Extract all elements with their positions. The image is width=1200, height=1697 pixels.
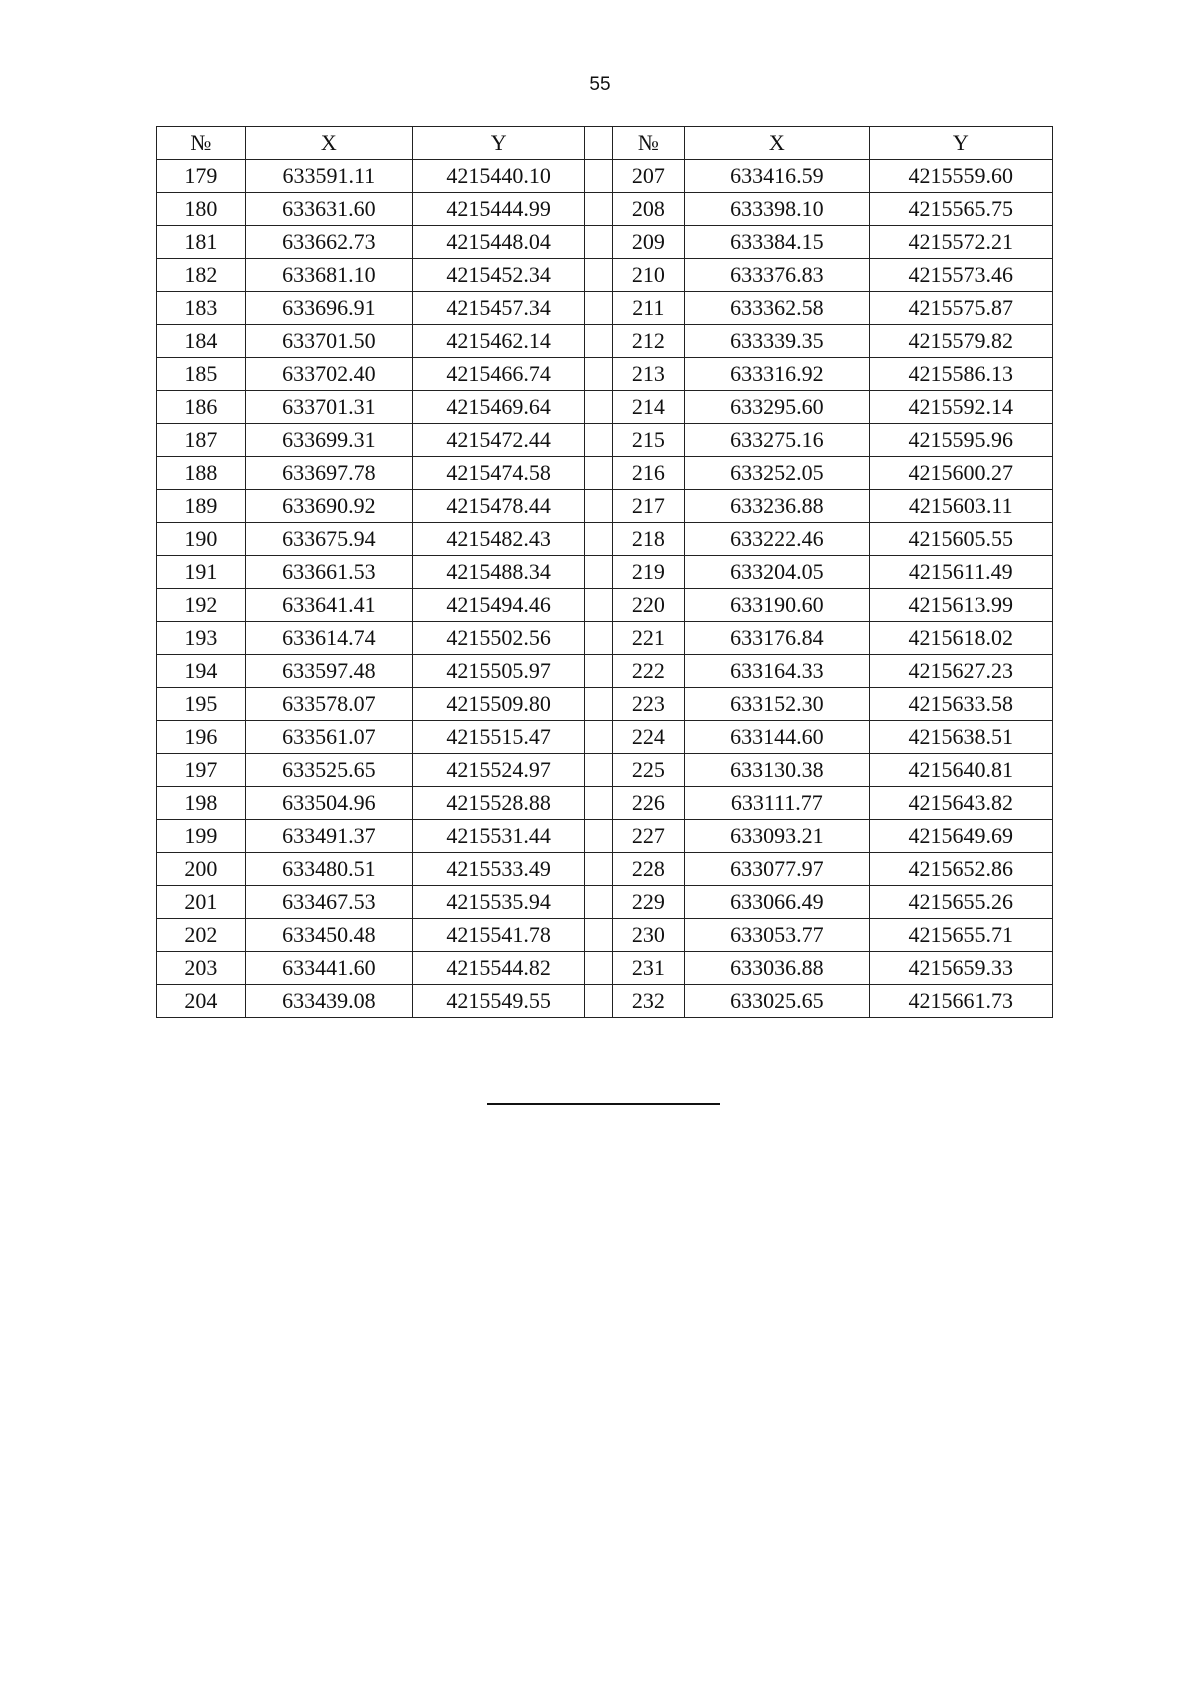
x-coordinate-right: 633376.83 xyxy=(685,259,869,292)
table-header-row xyxy=(157,127,1053,160)
point-number-right: 227 xyxy=(612,820,685,853)
point-number-left: 197 xyxy=(157,754,246,787)
x-coordinate-left: 633701.50 xyxy=(245,325,412,358)
x-coordinate-left: 633591.11 xyxy=(245,160,412,193)
y-coordinate-left: 4215462.14 xyxy=(412,325,584,358)
y-coordinate-right: 4215652.86 xyxy=(869,853,1052,886)
table-row xyxy=(157,358,1053,391)
y-coordinate-right: 4215633.58 xyxy=(869,688,1052,721)
table-row xyxy=(157,655,1053,688)
point-number-left: 179 xyxy=(157,160,246,193)
x-coordinate-right: 633066.49 xyxy=(685,886,869,919)
point-number-right: 230 xyxy=(612,919,685,952)
y-coordinate-left: 4215444.99 xyxy=(412,193,584,226)
point-number-left: 193 xyxy=(157,622,246,655)
column-gap xyxy=(585,622,612,655)
column-gap xyxy=(585,193,612,226)
x-coordinate-left: 633480.51 xyxy=(245,853,412,886)
point-number-left: 204 xyxy=(157,985,246,1018)
point-number-left: 187 xyxy=(157,424,246,457)
point-number-right: 219 xyxy=(612,556,685,589)
x-coordinate-right: 633416.59 xyxy=(685,160,869,193)
x-coordinate-left: 633661.53 xyxy=(245,556,412,589)
y-coordinate-left: 4215502.56 xyxy=(412,622,584,655)
table-row xyxy=(157,886,1053,919)
point-number-left: 180 xyxy=(157,193,246,226)
x-coordinate-right: 633295.60 xyxy=(685,391,869,424)
table-row xyxy=(157,457,1053,490)
table-row xyxy=(157,226,1053,259)
x-coordinate-left: 633614.74 xyxy=(245,622,412,655)
point-number-left: 194 xyxy=(157,655,246,688)
x-coordinate-left: 633561.07 xyxy=(245,721,412,754)
y-coordinate-left: 4215457.34 xyxy=(412,292,584,325)
page-number: 55 xyxy=(589,74,611,95)
point-number-left: 184 xyxy=(157,325,246,358)
x-coordinate-right: 633398.10 xyxy=(685,193,869,226)
column-gap xyxy=(585,259,612,292)
x-coordinate-left: 633578.07 xyxy=(245,688,412,721)
x-coordinate-left: 633690.92 xyxy=(245,490,412,523)
table-row xyxy=(157,160,1053,193)
column-gap xyxy=(585,391,612,424)
table-row xyxy=(157,523,1053,556)
y-coordinate-right: 4215643.82 xyxy=(869,787,1052,820)
point-number-right: 221 xyxy=(612,622,685,655)
y-coordinate-left: 4215515.47 xyxy=(412,721,584,754)
table-body xyxy=(157,160,1053,1018)
y-coordinate-left: 4215541.78 xyxy=(412,919,584,952)
point-number-left: 186 xyxy=(157,391,246,424)
point-number-right: 213 xyxy=(612,358,685,391)
point-number-right: 226 xyxy=(612,787,685,820)
point-number-right: 229 xyxy=(612,886,685,919)
point-number-right: 211 xyxy=(612,292,685,325)
header-number-right: № xyxy=(612,127,685,160)
x-coordinate-right: 633204.05 xyxy=(685,556,869,589)
table-row xyxy=(157,853,1053,886)
point-number-right: 218 xyxy=(612,523,685,556)
point-number-right: 207 xyxy=(612,160,685,193)
x-coordinate-right: 633362.58 xyxy=(685,292,869,325)
y-coordinate-right: 4215661.73 xyxy=(869,985,1052,1018)
y-coordinate-right: 4215573.46 xyxy=(869,259,1052,292)
point-number-left: 189 xyxy=(157,490,246,523)
x-coordinate-left: 633441.60 xyxy=(245,952,412,985)
y-coordinate-right: 4215559.60 xyxy=(869,160,1052,193)
x-coordinate-left: 633675.94 xyxy=(245,523,412,556)
table-row xyxy=(157,391,1053,424)
x-coordinate-left: 633467.53 xyxy=(245,886,412,919)
column-gap xyxy=(585,985,612,1018)
x-coordinate-left: 633701.31 xyxy=(245,391,412,424)
point-number-right: 225 xyxy=(612,754,685,787)
point-number-right: 209 xyxy=(612,226,685,259)
table-row xyxy=(157,919,1053,952)
point-number-right: 220 xyxy=(612,589,685,622)
table-row xyxy=(157,754,1053,787)
y-coordinate-right: 4215659.33 xyxy=(869,952,1052,985)
table-row xyxy=(157,952,1053,985)
y-coordinate-left: 4215531.44 xyxy=(412,820,584,853)
x-coordinate-right: 633025.65 xyxy=(685,985,869,1018)
column-gap xyxy=(585,754,612,787)
column-gap xyxy=(585,556,612,589)
y-coordinate-left: 4215474.58 xyxy=(412,457,584,490)
y-coordinate-right: 4215618.02 xyxy=(869,622,1052,655)
point-number-right: 223 xyxy=(612,688,685,721)
y-coordinate-right: 4215603.11 xyxy=(869,490,1052,523)
column-gap xyxy=(585,358,612,391)
point-number-left: 203 xyxy=(157,952,246,985)
x-coordinate-right: 633176.84 xyxy=(685,622,869,655)
y-coordinate-right: 4215627.23 xyxy=(869,655,1052,688)
column-gap xyxy=(585,886,612,919)
column-gap xyxy=(585,853,612,886)
table-row xyxy=(157,721,1053,754)
table-row xyxy=(157,688,1053,721)
y-coordinate-left: 4215494.46 xyxy=(412,589,584,622)
y-coordinate-left: 4215528.88 xyxy=(412,787,584,820)
point-number-right: 222 xyxy=(612,655,685,688)
x-coordinate-left: 633439.08 xyxy=(245,985,412,1018)
x-coordinate-right: 633164.33 xyxy=(685,655,869,688)
x-coordinate-right: 633252.05 xyxy=(685,457,869,490)
point-number-right: 214 xyxy=(612,391,685,424)
table-row xyxy=(157,985,1053,1018)
y-coordinate-left: 4215478.44 xyxy=(412,490,584,523)
point-number-left: 199 xyxy=(157,820,246,853)
point-number-left: 191 xyxy=(157,556,246,589)
x-coordinate-right: 633316.92 xyxy=(685,358,869,391)
point-number-left: 195 xyxy=(157,688,246,721)
x-coordinate-right: 633077.97 xyxy=(685,853,869,886)
column-gap xyxy=(585,127,612,160)
y-coordinate-right: 4215655.26 xyxy=(869,886,1052,919)
column-gap xyxy=(585,226,612,259)
column-gap xyxy=(585,292,612,325)
y-coordinate-right: 4215592.14 xyxy=(869,391,1052,424)
y-coordinate-right: 4215638.51 xyxy=(869,721,1052,754)
header-x-left: X xyxy=(245,127,412,160)
y-coordinate-right: 4215613.99 xyxy=(869,589,1052,622)
point-number-right: 216 xyxy=(612,457,685,490)
table-row xyxy=(157,490,1053,523)
header-y-left: Y xyxy=(412,127,584,160)
point-number-right: 208 xyxy=(612,193,685,226)
table-row xyxy=(157,622,1053,655)
coordinates-table xyxy=(156,126,1053,1018)
y-coordinate-right: 4215595.96 xyxy=(869,424,1052,457)
point-number-right: 217 xyxy=(612,490,685,523)
point-number-left: 183 xyxy=(157,292,246,325)
y-coordinate-left: 4215466.74 xyxy=(412,358,584,391)
table-row xyxy=(157,259,1053,292)
point-number-right: 210 xyxy=(612,259,685,292)
y-coordinate-right: 4215572.21 xyxy=(869,226,1052,259)
column-gap xyxy=(585,655,612,688)
table-row xyxy=(157,424,1053,457)
header-number-left: № xyxy=(157,127,246,160)
y-coordinate-right: 4215579.82 xyxy=(869,325,1052,358)
point-number-left: 202 xyxy=(157,919,246,952)
x-coordinate-left: 633702.40 xyxy=(245,358,412,391)
point-number-right: 232 xyxy=(612,985,685,1018)
column-gap xyxy=(585,160,612,193)
y-coordinate-left: 4215488.34 xyxy=(412,556,584,589)
point-number-right: 215 xyxy=(612,424,685,457)
x-coordinate-right: 633053.77 xyxy=(685,919,869,952)
point-number-left: 190 xyxy=(157,523,246,556)
y-coordinate-left: 4215544.82 xyxy=(412,952,584,985)
x-coordinate-left: 633525.65 xyxy=(245,754,412,787)
x-coordinate-left: 633699.31 xyxy=(245,424,412,457)
table-row xyxy=(157,193,1053,226)
y-coordinate-right: 4215655.71 xyxy=(869,919,1052,952)
column-gap xyxy=(585,688,612,721)
point-number-left: 200 xyxy=(157,853,246,886)
y-coordinate-right: 4215649.69 xyxy=(869,820,1052,853)
x-coordinate-right: 633339.35 xyxy=(685,325,869,358)
x-coordinate-left: 633697.78 xyxy=(245,457,412,490)
y-coordinate-right: 4215575.87 xyxy=(869,292,1052,325)
point-number-right: 212 xyxy=(612,325,685,358)
table-row xyxy=(157,787,1053,820)
y-coordinate-right: 4215600.27 xyxy=(869,457,1052,490)
x-coordinate-left: 633631.60 xyxy=(245,193,412,226)
point-number-left: 201 xyxy=(157,886,246,919)
x-coordinate-left: 633504.96 xyxy=(245,787,412,820)
table-row xyxy=(157,292,1053,325)
x-coordinate-right: 633036.88 xyxy=(685,952,869,985)
y-coordinate-left: 4215524.97 xyxy=(412,754,584,787)
column-gap xyxy=(585,820,612,853)
y-coordinate-left: 4215448.04 xyxy=(412,226,584,259)
y-coordinate-left: 4215535.94 xyxy=(412,886,584,919)
point-number-right: 228 xyxy=(612,853,685,886)
table-row xyxy=(157,820,1053,853)
y-coordinate-right: 4215611.49 xyxy=(869,556,1052,589)
x-coordinate-left: 633450.48 xyxy=(245,919,412,952)
y-coordinate-left: 4215440.10 xyxy=(412,160,584,193)
x-coordinate-left: 633696.91 xyxy=(245,292,412,325)
y-coordinate-right: 4215565.75 xyxy=(869,193,1052,226)
point-number-right: 224 xyxy=(612,721,685,754)
x-coordinate-right: 633190.60 xyxy=(685,589,869,622)
y-coordinate-left: 4215509.80 xyxy=(412,688,584,721)
column-gap xyxy=(585,919,612,952)
point-number-left: 181 xyxy=(157,226,246,259)
y-coordinate-left: 4215505.97 xyxy=(412,655,584,688)
x-coordinate-right: 633236.88 xyxy=(685,490,869,523)
y-coordinate-left: 4215452.34 xyxy=(412,259,584,292)
y-coordinate-left: 4215549.55 xyxy=(412,985,584,1018)
header-x-right: X xyxy=(685,127,869,160)
column-gap xyxy=(585,589,612,622)
point-number-left: 185 xyxy=(157,358,246,391)
point-number-left: 198 xyxy=(157,787,246,820)
closing-rule xyxy=(487,1103,720,1105)
column-gap xyxy=(585,787,612,820)
x-coordinate-left: 633597.48 xyxy=(245,655,412,688)
table-row xyxy=(157,325,1053,358)
y-coordinate-left: 4215482.43 xyxy=(412,523,584,556)
x-coordinate-right: 633222.46 xyxy=(685,523,869,556)
x-coordinate-right: 633384.15 xyxy=(685,226,869,259)
point-number-left: 182 xyxy=(157,259,246,292)
y-coordinate-right: 4215640.81 xyxy=(869,754,1052,787)
x-coordinate-left: 633491.37 xyxy=(245,820,412,853)
x-coordinate-right: 633111.77 xyxy=(685,787,869,820)
x-coordinate-left: 633681.10 xyxy=(245,259,412,292)
y-coordinate-left: 4215533.49 xyxy=(412,853,584,886)
point-number-left: 192 xyxy=(157,589,246,622)
column-gap xyxy=(585,952,612,985)
x-coordinate-right: 633275.16 xyxy=(685,424,869,457)
column-gap xyxy=(585,721,612,754)
x-coordinate-left: 633641.41 xyxy=(245,589,412,622)
table-row xyxy=(157,556,1053,589)
point-number-left: 188 xyxy=(157,457,246,490)
y-coordinate-left: 4215469.64 xyxy=(412,391,584,424)
column-gap xyxy=(585,424,612,457)
column-gap xyxy=(585,523,612,556)
column-gap xyxy=(585,490,612,523)
point-number-left: 196 xyxy=(157,721,246,754)
y-coordinate-left: 4215472.44 xyxy=(412,424,584,457)
header-y-right: Y xyxy=(869,127,1052,160)
point-number-right: 231 xyxy=(612,952,685,985)
table-row xyxy=(157,589,1053,622)
x-coordinate-left: 633662.73 xyxy=(245,226,412,259)
column-gap xyxy=(585,457,612,490)
x-coordinate-right: 633144.60 xyxy=(685,721,869,754)
x-coordinate-right: 633152.30 xyxy=(685,688,869,721)
y-coordinate-right: 4215586.13 xyxy=(869,358,1052,391)
y-coordinate-right: 4215605.55 xyxy=(869,523,1052,556)
column-gap xyxy=(585,325,612,358)
x-coordinate-right: 633093.21 xyxy=(685,820,869,853)
x-coordinate-right: 633130.38 xyxy=(685,754,869,787)
